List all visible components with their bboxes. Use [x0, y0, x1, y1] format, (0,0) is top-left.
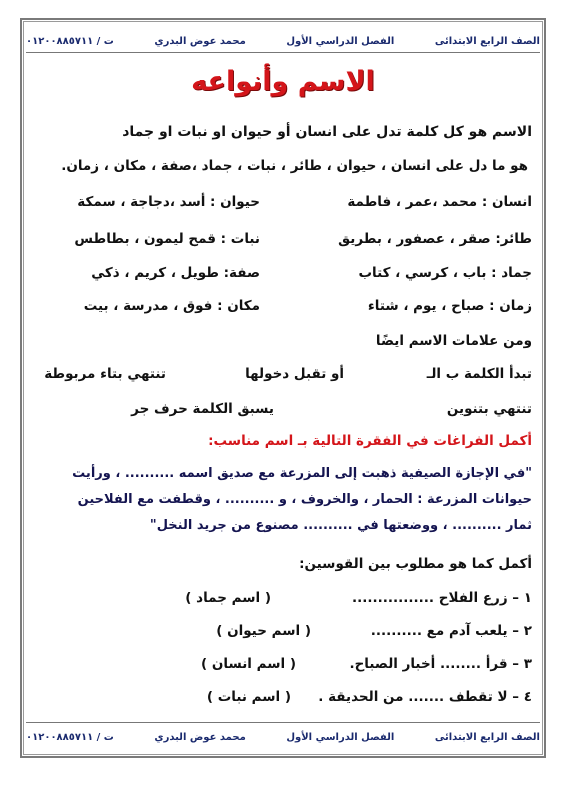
header-teacher: محمد عوض البدري	[154, 35, 246, 47]
exercise1-line-1: "في الإجازة الصيفية ذهبت إلى المزرعة مع صديق اسمه .......... ، ورأيت	[72, 466, 532, 481]
header-top	[26, 30, 540, 52]
header-bottom	[26, 726, 540, 748]
header-grade: الصف الرابع الابتدائى	[434, 35, 540, 47]
sign-row-1-left: تنتهي بتاء مربوطة	[44, 366, 166, 382]
sign-row-2-right: تنتهي بتنوين	[446, 401, 532, 417]
exercise1-line-3: ثمار .......... ، ووضعتها في .......... مصنوع من جريد النخل"	[149, 518, 532, 533]
exercise2-item-2: ٢ – يلعب آدم مع ..........	[370, 623, 532, 639]
footer-divider	[26, 722, 540, 723]
exercise2-hint-4: ( اسم نبات )	[206, 689, 291, 705]
sign-row-1-right: تبدأ الكلمة ب الـ	[426, 366, 532, 382]
exercise2-hint-3: ( اسم انسان )	[201, 656, 296, 672]
exercise2-item-3: ٣ – قرأ ........ أخبار الصباح.	[349, 656, 532, 672]
type-row-2-left: نبات : قمح ليمون ، بطاطس	[74, 231, 260, 247]
type-row-3-right: جماد : باب ، كرسي ، كتاب	[358, 265, 532, 281]
sign-row-1-middle: أو تقبل دخولها	[245, 366, 344, 382]
type-row-1-left: حيوان : أسد ،دجاجة ، سمكة	[77, 194, 260, 210]
definition-line: الاسم هو كل كلمة تدل على انسان أو حيوان او نبات او جماد	[122, 124, 532, 140]
type-row-1-right: انسان : محمد ،عمر ، فاطمة	[347, 194, 532, 210]
sign-row-2-left: يسبق الكلمة حرف جر	[131, 401, 274, 417]
exercise1-heading: أكمل الفراغات في الفقرة التالية بـ اسم مناسب:	[208, 433, 532, 449]
exercise2-hint-1: ( اسم جماد )	[185, 590, 271, 606]
exercise2-heading: أكمل كما هو مطلوب بين القوسين:	[299, 556, 532, 572]
footer-term: الفصل الدراسي الأول	[286, 731, 395, 743]
footer-phone: ت / ٠١٢٠٠٨٨٥٧١١	[26, 731, 114, 743]
type-row-3-left: صفة: طويل ، كريم ، ذكي	[91, 265, 260, 281]
type-row-4-right: زمان : صباح ، يوم ، شتاء	[367, 298, 532, 314]
exercise1-line-2: حيوانات المزرعة : الحمار ، والخروف ، و .......... ، وقطفت مع الفلاحين	[77, 492, 532, 507]
exercise2-hint-2: ( اسم حيوان )	[216, 623, 311, 639]
type-row-2-right: طائر: صقر ، عصفور ، بطريق	[338, 231, 532, 247]
footer-grade: الصف الرابع الابتدائى	[434, 731, 540, 743]
header-term: الفصل الدراسي الأول	[286, 35, 395, 47]
header-phone: ت / ٠١٢٠٠٨٨٥٧١١	[26, 35, 114, 47]
exercise2-item-4: ٤ – لا تقطف ....... من الحديقة .	[318, 689, 532, 705]
header-divider	[26, 52, 540, 53]
exercise2-item-1: ١ – زرع الفلاح ................	[351, 590, 532, 606]
footer-teacher: محمد عوض البدري	[154, 731, 246, 743]
signs-heading: ومن علامات الاسم ايضًا	[375, 333, 532, 349]
page-title: الاسم وأنواعه	[191, 66, 375, 97]
definition-line-2: هو ما دل على انسان ، حيوان ، طائر ، نبات ، جماد ،صفة ، مكان ، زمان.	[61, 158, 528, 174]
type-row-4-left: مكان : فوق ، مدرسة ، بيت	[83, 298, 260, 314]
